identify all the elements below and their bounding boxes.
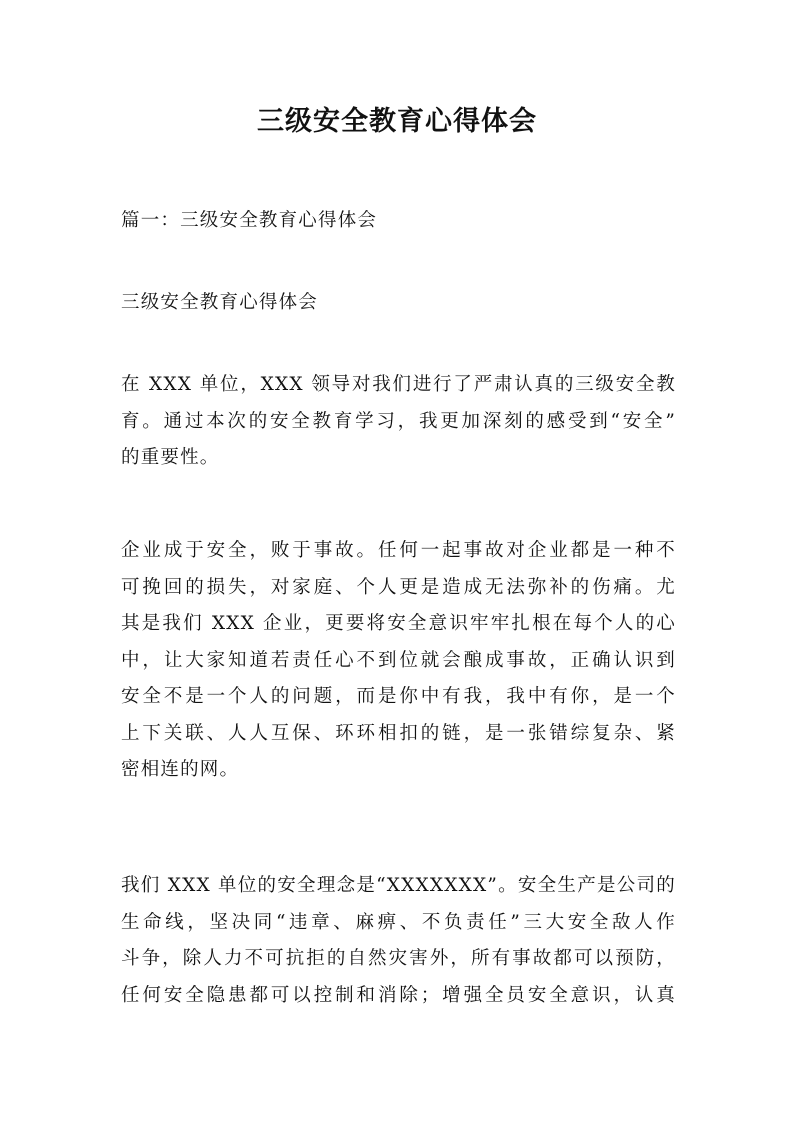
paragraph-line: 我们 XXX 单位的安全理念是“XXXXXXX”。安全生产是公司的 bbox=[121, 875, 676, 896]
paragraph-line: 在 XXX 单位，XXX 领导对我们进行了严肃认真的三级安全教 bbox=[121, 374, 676, 395]
subheading: 三级安全教育心得体会 bbox=[121, 292, 319, 313]
paragraph-line: 安全不是一个人的问题，而是你中有我，我中有你，是一个 bbox=[121, 686, 676, 707]
paragraph-line: 的重要性。 bbox=[121, 447, 220, 468]
paragraph-line: 育。通过本次的安全教育学习，我更加深刻的感受到“安全” bbox=[121, 410, 676, 432]
paragraph-line: 密相连的网。 bbox=[121, 759, 240, 780]
paragraph-line: 中，让大家知道若责任心不到位就会酿成事故，正确认识到 bbox=[121, 649, 676, 671]
paragraph-line: 企业成于安全，败于事故。任何一起事故对企业都是一种不 bbox=[121, 540, 676, 561]
paragraph-line: 斗争，除人力不可抗拒的自然灾害外，所有事故都可以预防， bbox=[121, 948, 676, 969]
paragraph-line: 可挽回的损失，对家庭、个人更是造成无法弥补的伤痛。尤 bbox=[121, 576, 676, 598]
paragraph-line: 任何安全隐患都可以控制和消除；增强全员安全意识，认真 bbox=[121, 984, 676, 1006]
paragraph-line: 生命线，坚决同“违章、麻痹、不负责任”三大安全敌人作 bbox=[121, 911, 676, 933]
paragraph-line: 上下关联、人人互保、环环相扣的链，是一张错综复杂、紧 bbox=[121, 722, 676, 744]
document-title: 三级安全教育心得体会 bbox=[257, 106, 537, 137]
paragraph-line: 其是我们 XXX 企业，更要将安全意识牢牢扎根在每个人的心 bbox=[121, 613, 676, 634]
section-heading: 篇一：三级安全教育心得体会 bbox=[121, 210, 378, 231]
paragraph-2 bbox=[121, 533, 676, 789]
paragraph-3 bbox=[121, 868, 676, 1014]
paragraph-1 bbox=[121, 367, 676, 477]
